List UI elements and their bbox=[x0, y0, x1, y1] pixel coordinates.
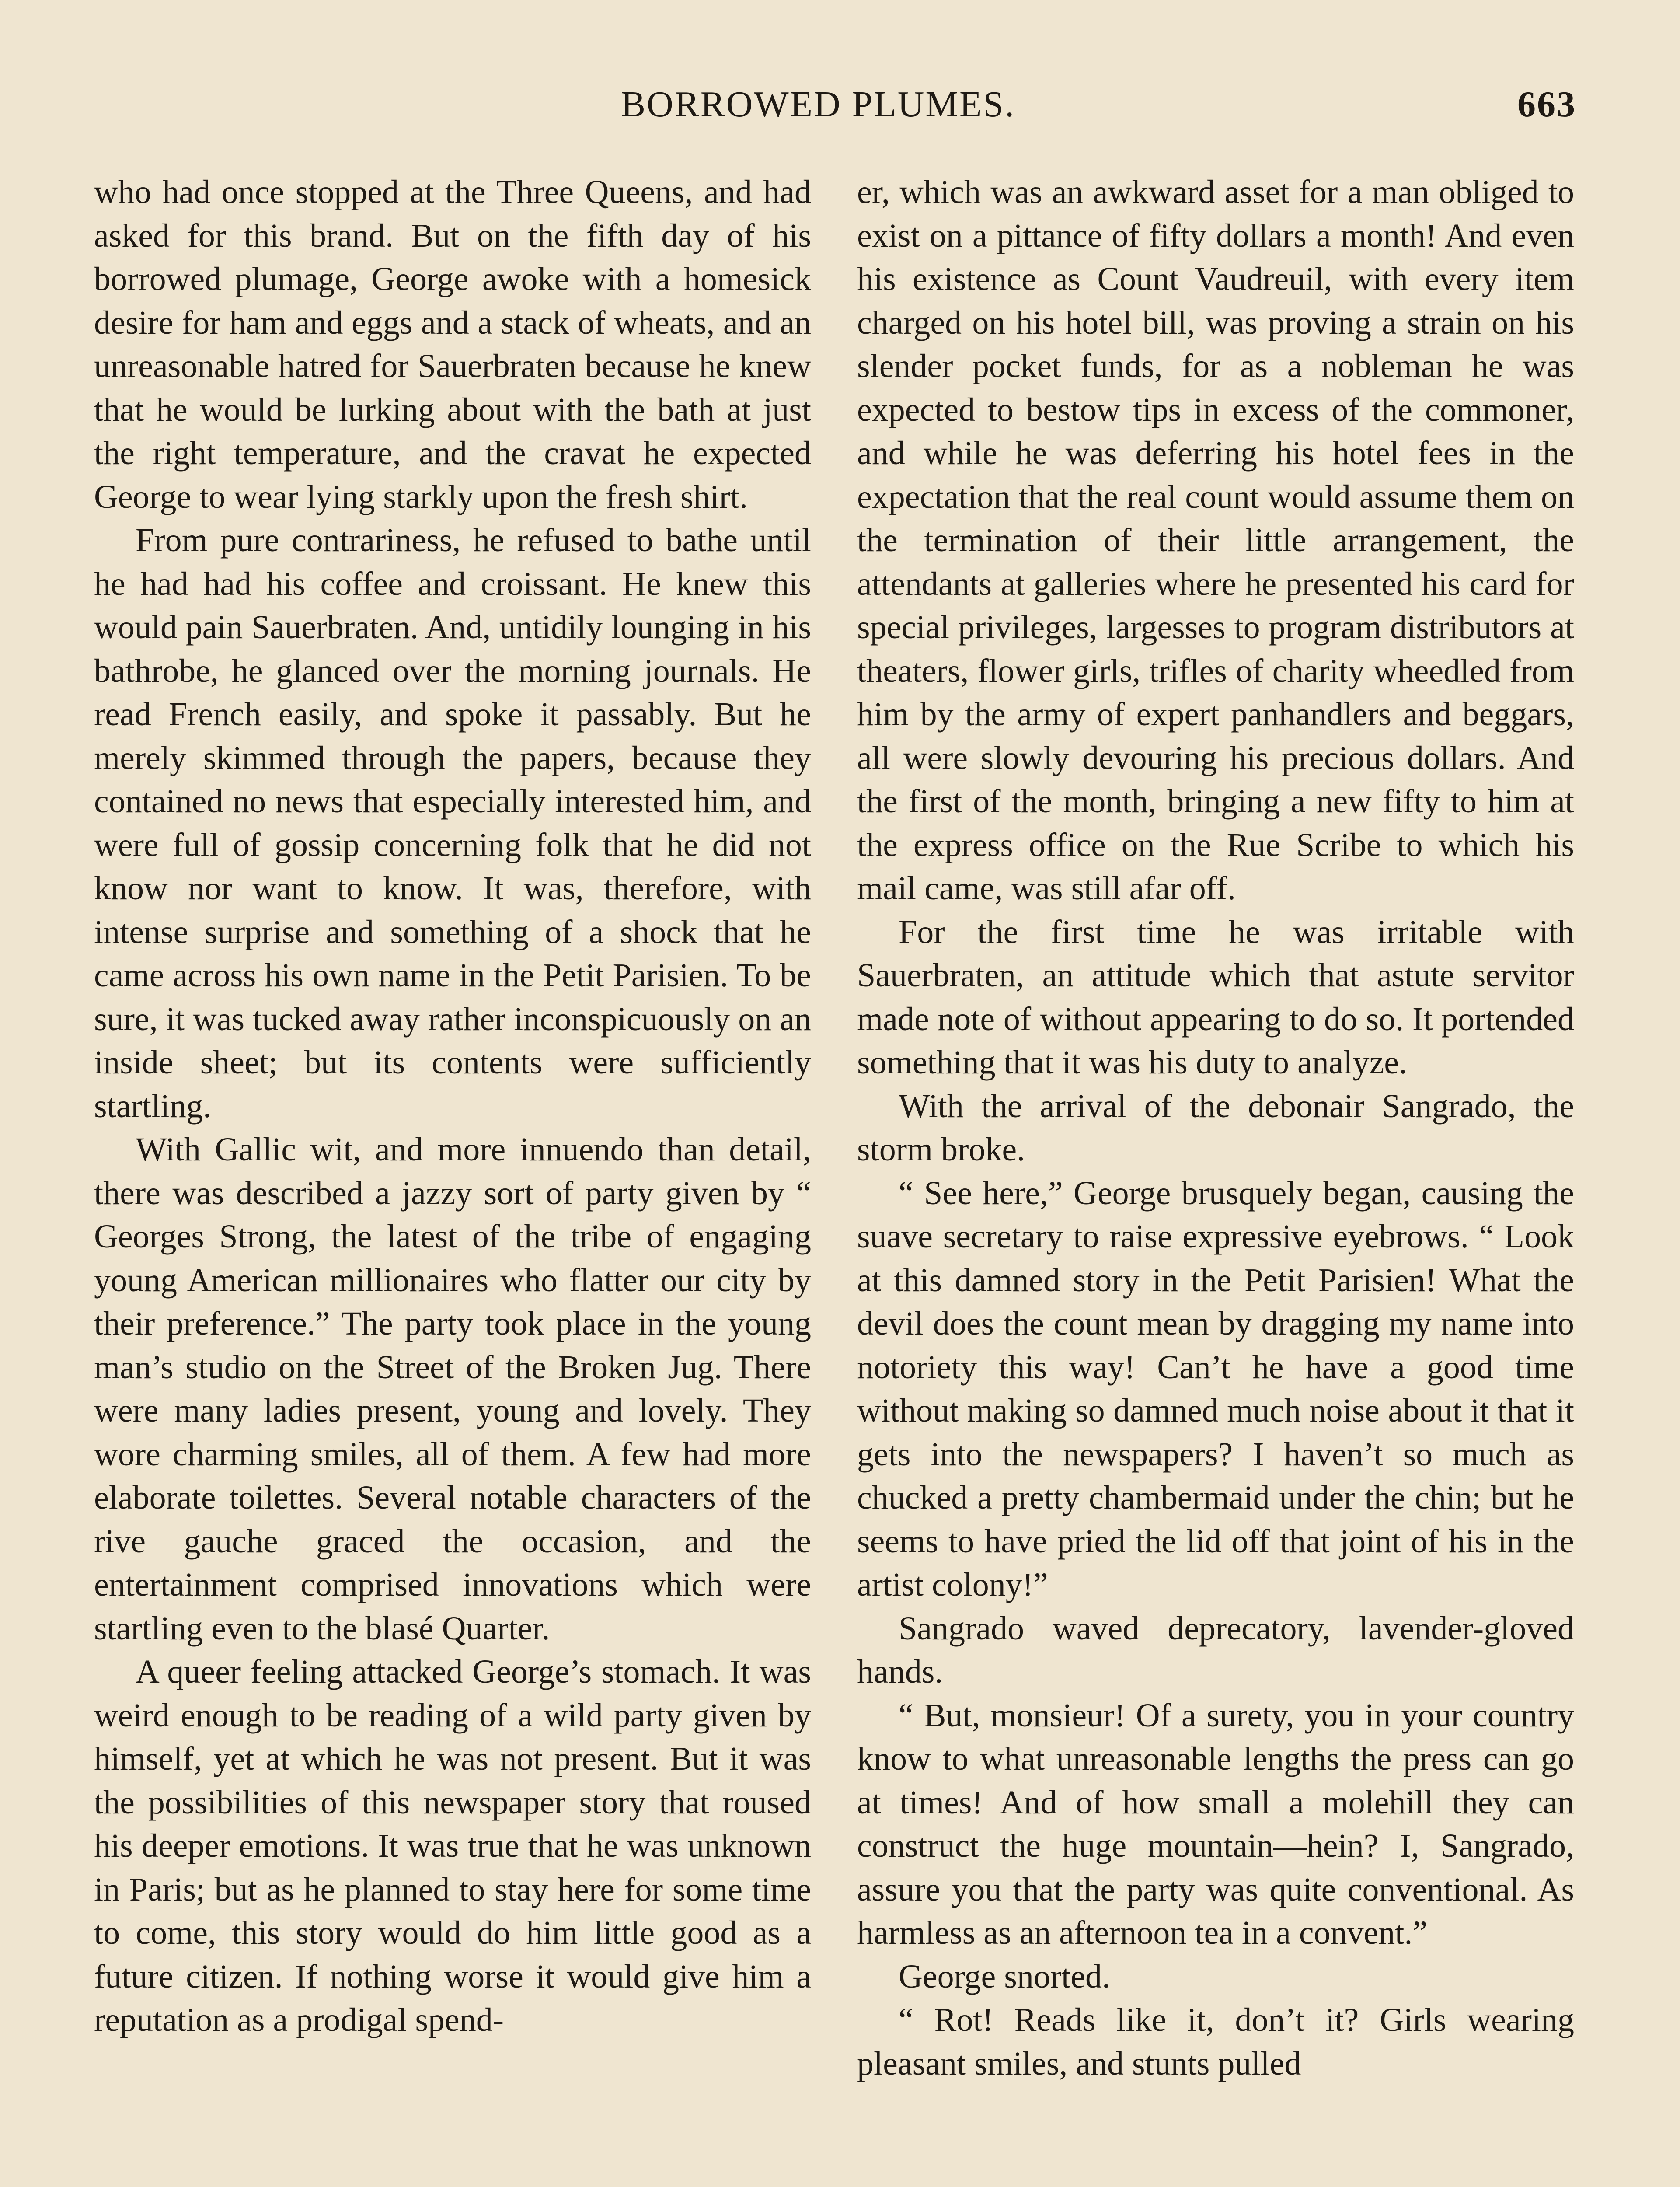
paragraph: For the first time he was irritable with Sauerbraten, an attitude which that astute servitor made note of without appearing to do so. It portended something that it was his duty to analyze. bbox=[857, 913, 1574, 1081]
page-number: 663 bbox=[1517, 84, 1576, 125]
paragraph: “ Rot! Reads like it, don’t it? Girls wearing pleasant smiles, and stunts pulled bbox=[857, 2002, 1574, 2082]
paragraph: With Gallic wit, and more innuendo than detail, there was described a jazzy sort of party given by “ Georges Strong, the latest of the tribe of engaging young American millionaires who flatter our city by their preference.” The party took place in the young man’s studio on the Street of the Broken Jug. There were many ladies present, young and lovely. They wore charming smiles, all of them. A few had more elaborate toilettes. Several notable characters of the rive gauche graced the occasion, and the entertainment comprised innovations which were startling even to the blasé Quarter. bbox=[94, 1131, 811, 1647]
running-head bbox=[0, 83, 1680, 136]
paragraph: Sangrado waved deprecatory, lavender-gloved hands. bbox=[857, 1610, 1574, 1690]
paragraph: With the arrival of the debonair Sangrado, the storm broke. bbox=[857, 1087, 1574, 1168]
paragraph: “ But, monsieur! Of a surety, you in your country know to what unreasonable lengths the press can go at times! And of how small a molehill they can construct the huge mountain—hein? I, Sangrado, assure you that the party was quite conventional. As harmless as an afternoon tea in a convent.” bbox=[857, 1697, 1574, 1951]
paragraph: George snorted. bbox=[899, 1958, 1111, 1995]
paragraph: er, which was an awkward asset for a man obliged to exist on a pittance of fifty dollars a month! And even his existence as Count Vaudreuil, with every item charged on his hotel bill, was proving a strain on his slender pocket funds, for as a nobleman he was expected to bestow tips in excess of the commoner, and while he was deferring his hotel fees in the expectation that the real count would assume them on the termination of their little arrangement, the attendants at galleries where he presented his card for special privileges, largesses to program distributors at theaters, flower girls, trifles of charity wheedled from him by the army of expert panhandlers and beggars, all were slowly devouring his precious dollars. And the first of the month, bringing a new fifty to him at the express office on the Rue Scribe to which his mail came, was still afar off. bbox=[857, 174, 1574, 907]
paragraph: From pure contrariness, he refused to bathe until he had had his coffee and croissant. He knew this would pain Sauerbraten. And, untidily lounging in his bathrobe, he glanced over the morning journals. He read French easily, and spoke it passably. But he merely skimmed through the papers, because they contained no news that especially interested him, and were full of gossip concerning folk that he did not know nor want to know. It was, therefore, with intense surprise and something of a shock that he came across his own name in the Petit Parisien. To be sure, it was tucked away rather inconspicuously on an inside sheet; but its contents were sufficiently startling. bbox=[94, 522, 811, 1125]
running-title: BORROWED PLUMES. bbox=[621, 84, 1016, 125]
paragraph: who had once stopped at the Three Queens, and had asked for this brand. But on the fifth day of his borrowed plumage, George awoke with a homesick desire for ham and eggs and a stack of wheats, and an unreasonable hatred for Sauerbraten because he knew that he would be lurking about with the bath at just the right temperature, and the cravat he expected George to wear lying starkly upon the fresh shirt. bbox=[94, 174, 811, 515]
paragraph: A queer feeling attacked George’s stomach. It was weird enough to be reading of a wild party given by himself, yet at which he was not present. But it was the possibilities of this newspaper story that roused his deeper emotions. It was true that he was unknown in Paris; but as he planned to stay here for some time to come, this story would do him little good as a future citizen. If nothing worse it would give him a reputation as a prodigal spend- bbox=[94, 1653, 811, 2038]
paragraph: “ See here,” George brusquely began, causing the suave secretary to raise expressive eyebrows. “ Look at this damned story in the Petit Parisien! What the devil does the count mean by dragging my name into notoriety this way! Can’t he have a good time without making so damned much noise about it that it gets into the newspapers? I haven’t so much as chucked a pretty chambermaid under the chin; but he seems to have pried the lid off that joint of his in the artist colony!” bbox=[857, 1174, 1574, 1603]
left-column bbox=[94, 171, 811, 2042]
right-column bbox=[857, 171, 1574, 2086]
